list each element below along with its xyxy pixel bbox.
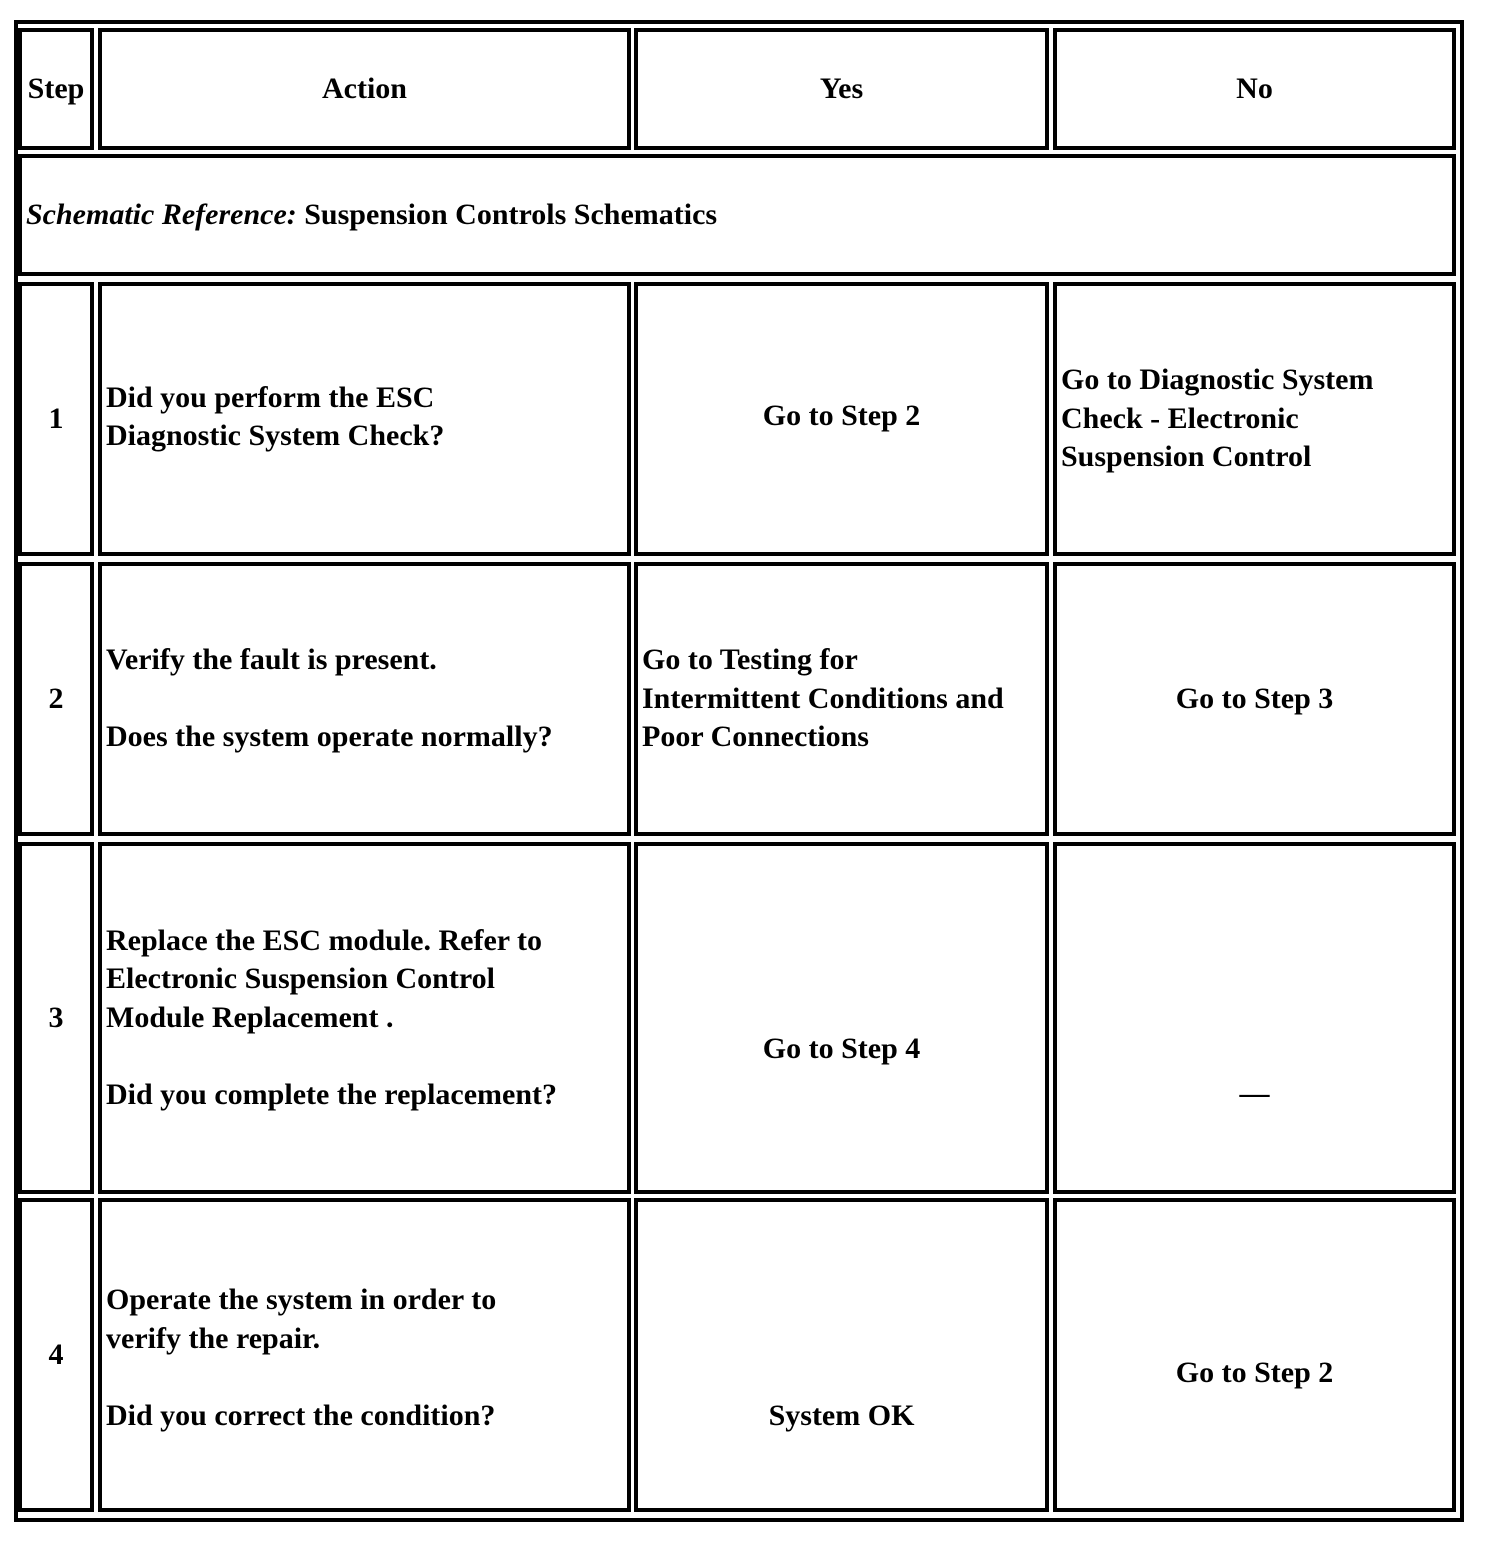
header-action bbox=[98, 28, 631, 150]
header-step bbox=[18, 28, 94, 150]
header-yes-label: Yes bbox=[819, 71, 864, 105]
row-2-yes bbox=[634, 562, 1049, 836]
step-number: 4 bbox=[48, 1337, 64, 1371]
action-text: Did you perform the ESC Diagnostic System Check? bbox=[106, 380, 445, 452]
header-step-label: Step bbox=[27, 71, 85, 105]
header-yes bbox=[634, 28, 1049, 150]
row-1-action bbox=[98, 282, 631, 556]
no-text: Go to Diagnostic System Check - Electronic Suspension Control bbox=[1061, 363, 1374, 474]
header-action-label: Action bbox=[322, 71, 407, 105]
action-text: Operate the system in order to verify the repair. Did you correct the condition? bbox=[106, 1283, 497, 1432]
action-text: Replace the ESC module. Refer to Electronic Suspension Control Module Replacement . Did you complete the replacement? bbox=[106, 923, 558, 1111]
row-1-no bbox=[1053, 282, 1456, 556]
step-number: 3 bbox=[48, 1000, 64, 1034]
schematic-reference bbox=[26, 196, 717, 235]
row-3-action bbox=[98, 842, 631, 1194]
yes-text: Go to Testing for Intermittent Conditions and Poor Connections bbox=[642, 643, 1004, 754]
row-3-step bbox=[18, 842, 94, 1194]
step-number: 2 bbox=[48, 681, 64, 715]
yes-text: System OK bbox=[768, 1398, 915, 1432]
yes-text: Go to Step 2 bbox=[762, 398, 921, 432]
no-text: Go to Step 2 bbox=[1175, 1355, 1334, 1389]
row-2-action bbox=[98, 562, 631, 836]
row-4-no bbox=[1053, 1198, 1456, 1512]
schematic-reference-value: Suspension Controls Schematics bbox=[304, 197, 718, 231]
row-2-step bbox=[18, 562, 94, 836]
row-3-no bbox=[1053, 842, 1456, 1194]
no-text: — bbox=[1239, 1076, 1270, 1110]
header-no-label: No bbox=[1236, 71, 1273, 105]
row-1-step bbox=[18, 282, 94, 556]
row-4-step bbox=[18, 1198, 94, 1512]
yes-text: Go to Step 4 bbox=[762, 1031, 921, 1065]
schematic-reference-row bbox=[18, 154, 1456, 276]
row-2-no bbox=[1053, 562, 1456, 836]
step-number: 1 bbox=[48, 401, 64, 435]
header-no bbox=[1053, 28, 1456, 150]
no-text: Go to Step 3 bbox=[1175, 681, 1334, 715]
row-1-yes bbox=[634, 282, 1049, 556]
schematic-reference-label: Schematic Reference: bbox=[26, 197, 297, 231]
row-3-yes bbox=[634, 842, 1049, 1194]
action-text: Verify the fault is present. Does the system operate normally? bbox=[106, 643, 553, 754]
row-4-action bbox=[98, 1198, 631, 1512]
row-4-yes bbox=[634, 1198, 1049, 1512]
